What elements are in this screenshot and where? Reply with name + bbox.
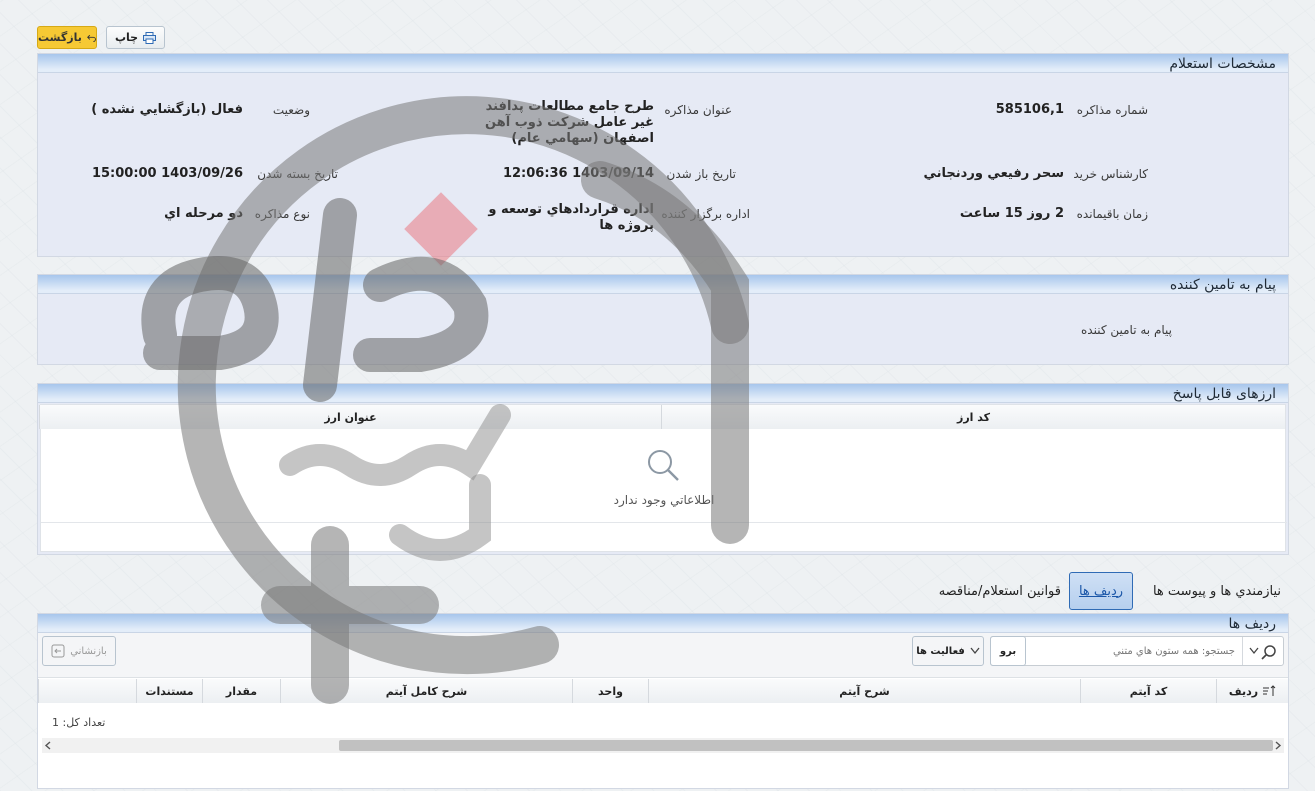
field-value-negotiation-title: طرح جامع مطالعات پدافند غير عامل شركت ذوب آهن اصفهان (سهامي عام) — [485, 99, 654, 146]
print-button[interactable] — [106, 26, 165, 49]
tab-rules-label: قوانين استعلام/مناقصه — [938, 583, 1061, 599]
column-row-label: رديف — [1228, 684, 1259, 698]
column-item-code[interactable]: كد آيتم — [1080, 679, 1216, 703]
tab-requirements-label: نيازمندي ها و پيوست ها — [1152, 583, 1281, 599]
scroll-left-icon[interactable] — [44, 741, 52, 750]
search-icon — [645, 447, 681, 483]
scrollbar-thumb[interactable] — [339, 740, 1273, 751]
field-label-purchase-expert: كارشناس خريد — [1073, 167, 1148, 181]
field-label-negotiation-title: عنوان مذاکره — [664, 103, 732, 117]
print-button-label: چاپ — [114, 31, 139, 44]
supplier-message-title: پيام به تامين كننده — [38, 275, 1288, 294]
tab-rules[interactable] — [939, 572, 1061, 610]
field-value-close-date: 1403/09/26 15:00:00 — [91, 166, 243, 181]
field-value-remaining-time: 2 روز 15 ساعت — [959, 206, 1064, 221]
column-unit[interactable]: واحد — [572, 679, 648, 703]
back-button-label: بازگشت — [38, 31, 82, 44]
items-toolbar — [38, 633, 1288, 678]
tab-rows-label: رديف ها — [1078, 583, 1124, 599]
field-label-remaining-time: زمان باقيمانده — [1076, 207, 1148, 221]
field-value-negotiation-number: 585106,1 — [995, 102, 1064, 117]
items-panel — [37, 613, 1289, 789]
horizontal-scrollbar[interactable] — [42, 738, 1284, 753]
field-label-open-date: تاريخ باز شدن — [666, 167, 736, 181]
go-button-label: برو — [999, 645, 1017, 657]
printer-icon — [143, 32, 156, 44]
items-grid-header — [38, 679, 1288, 703]
go-button[interactable] — [990, 636, 1026, 666]
empty-state-text: اطلاعاتي وجود ندارد — [613, 493, 715, 507]
column-full-description[interactable]: شرح كامل آيتم — [280, 679, 572, 703]
inquiry-details-title: مشخصات استعلام — [38, 54, 1288, 73]
currencies-panel — [37, 383, 1289, 555]
sort-ascending-icon — [1262, 685, 1276, 697]
column-currency-title[interactable]: عنوان ارز — [39, 405, 661, 429]
field-label-close-date: تاريخ بسته شدن — [257, 167, 338, 181]
total-count: تعداد كل: 1 — [52, 716, 106, 729]
field-value-organizing-department: اداره قراردادهاي توسعه و پروژه ها — [488, 202, 654, 233]
column-currency-code[interactable]: كد ارز — [661, 405, 1285, 429]
chevron-down-icon — [1249, 647, 1259, 655]
supplier-message-label: پيام به تامين كننده — [1081, 323, 1172, 337]
actions-menu-label: فعاليت ها — [916, 645, 965, 657]
currencies-grid — [40, 404, 1286, 552]
field-label-status: وضعيت — [272, 103, 310, 117]
undo-arrow-icon — [87, 33, 96, 43]
grid-footer-divider — [41, 522, 1287, 523]
back-button[interactable] — [37, 26, 97, 49]
inquiry-details-panel — [37, 53, 1289, 257]
search-box[interactable] — [990, 636, 1284, 666]
column-item-description[interactable]: شرح آيتم — [648, 679, 1080, 703]
tab-rows[interactable] — [1069, 572, 1133, 610]
scroll-right-icon[interactable] — [1274, 741, 1282, 750]
reset-button-label: بازنشاني — [70, 645, 107, 657]
tab-requirements-attachments[interactable] — [1153, 572, 1281, 610]
supplier-message-panel — [37, 274, 1289, 365]
field-label-organizing-department: اداره برگزار كننده — [661, 207, 750, 221]
field-value-purchase-expert: سحر رفيعي وردنجاني — [923, 166, 1064, 181]
reset-button[interactable] — [42, 636, 116, 666]
search-divider — [1242, 637, 1243, 665]
search-icon — [1261, 644, 1277, 660]
column-quantity[interactable]: مقدار — [202, 679, 280, 703]
field-value-status: فعال (بازگشايي نشده ) — [91, 102, 243, 117]
field-value-open-date: 1403/09/14 12:06:36 — [502, 166, 654, 181]
search-input[interactable] — [1033, 640, 1237, 662]
currencies-title: ارزهای قابل پاسخ — [38, 384, 1288, 403]
column-row[interactable] — [1216, 679, 1288, 703]
chevron-down-icon — [970, 647, 980, 655]
actions-menu-button[interactable] — [912, 636, 984, 666]
field-value-negotiation-type: دو مرحله اي — [164, 206, 243, 221]
items-title: رديف ها — [38, 614, 1288, 633]
field-label-negotiation-type: نوع مذاكره — [254, 207, 310, 221]
field-label-negotiation-number: شماره مذاکره — [1076, 103, 1148, 117]
column-empty — [38, 679, 136, 703]
column-documents[interactable]: مستندات — [136, 679, 202, 703]
reset-icon — [51, 644, 65, 658]
